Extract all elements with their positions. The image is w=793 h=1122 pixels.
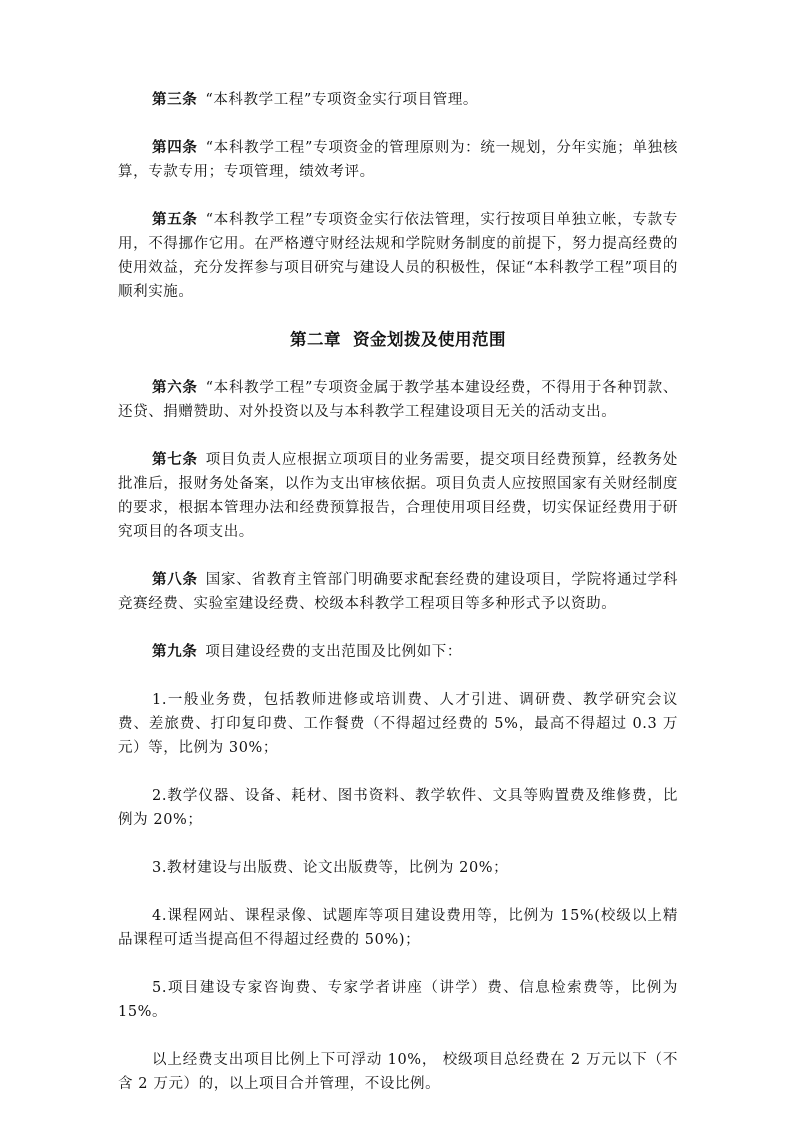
article-text: “本科教学工程”专项资金实行项目管理。 [205,92,479,108]
chapter-title: 资金划拨及使用范围 [353,330,506,349]
list-item-1: 1.一般业务费，包括教师进修或培训费、人才引进、调研费、教学研究会议费、差旅费、打印复印费、工作餐费（不得超过经费的 5%，最高不得超过 0.3 万元）等，比例为 30%； [118,692,678,756]
article-label: 第五条 [152,212,198,228]
chapter-number: 第二章 [290,330,341,349]
article-text: “本科教学工程”专项资金实行依法管理，实行按项目单独立帐，专款专用，不得挪作它用。在严格遵守财经法规和学院财务制度的前提下，努力提高经费的使用效益，充分发挥参与项目研究与建设人员的积极性，保证“本科教学工程”项目的顺利实施。 [118,212,678,300]
article-label: 第九条 [152,644,198,660]
article-label: 第八条 [152,572,198,588]
closing-paragraph: 以上经费支出项目比例上下可浮动 10%， 校级项目总经费在 2 万元以下（不含 2 万元）的，以上项目合并管理，不设比例。 [118,1052,678,1092]
list-item-5: 5.项目建设专家咨询费、专家学者讲座（讲学）费、信息检索费等，比例为 15%。 [118,980,678,1020]
list-item-3: 3.教材建设与出版费、论文出版费等，比例为 20%； [152,860,509,876]
article-4 [118,136,678,184]
list-item-4: 4.课程网站、课程录像、试题库等项目建设费用等，比例为 15%(校级以上精品课程可适当提高但不得超过经费的 50%)； [118,908,678,948]
article-label: 第七条 [152,452,198,468]
article-label: 第六条 [152,380,198,396]
article-5 [118,208,678,304]
article-label: 第四条 [152,140,198,156]
list-item-2: 2.教学仪器、设备、耗材、图书资料、教学软件、文具等购置费及维修费，比例为 20%； [118,788,678,828]
article-text: “本科教学工程”专项资金的管理原则为：统一规划，分年实施；单独核算，专款专用；专项管理，绩效考评。 [118,140,678,180]
article-7 [118,448,678,544]
article-text: 国家、省教育主管部门明确要求配套经费的建设项目，学院将通过学科竞赛经费、实验室建设经费、校级本科教学工程项目等多种形式予以资助。 [118,572,678,612]
article-label: 第三条 [152,92,198,108]
document-page [118,88,678,1120]
article-8 [118,568,678,616]
article-text: “本科教学工程”专项资金属于教学基本建设经费，不得用于各种罚款、还贷、捐赠赞助、对外投资以及与本科教学工程建设项目无关的活动支出。 [118,380,678,420]
article-3 [118,88,678,112]
article-9 [118,640,678,664]
chapter-heading [118,328,678,352]
article-text: 项目负责人应根据立项项目的业务需要，提交项目经费预算，经教务处批准后，报财务处备案，以作为支出审核依据。项目负责人应按照国家有关财经制度的要求，根据本管理办法和经费预算报告，合理使用项目经费，切实保证经费用于研究项目的各项支出。 [118,452,678,540]
article-6 [118,376,678,424]
article-text: 项目建设经费的支出范围及比例如下： [205,644,463,660]
